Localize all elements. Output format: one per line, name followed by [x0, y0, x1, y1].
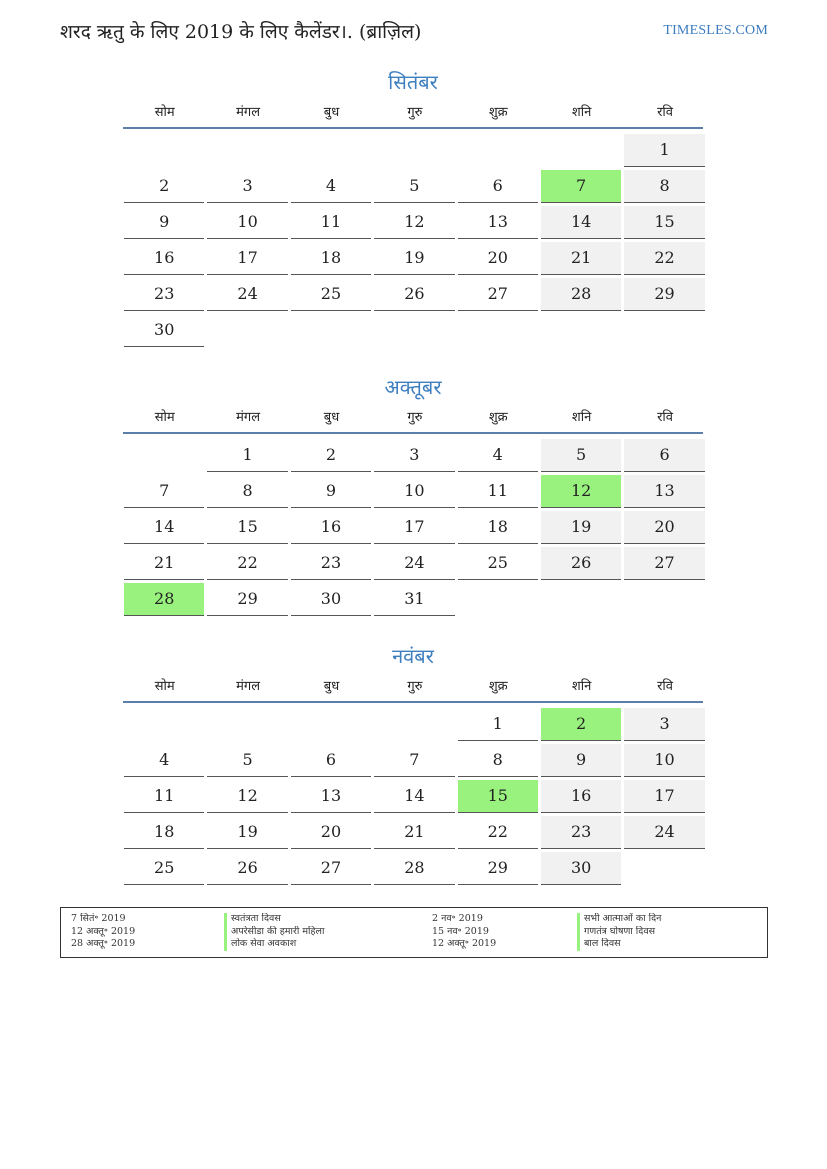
- legend-date: 12 अक्तू॰ 2019: [71, 925, 136, 937]
- day-cell: 11: [291, 206, 371, 239]
- day-cell: 18: [458, 511, 538, 544]
- day-cell: 29: [458, 852, 538, 885]
- month-title: सितंबर: [388, 70, 438, 94]
- site-link[interactable]: TIMESLES.COM: [663, 23, 768, 38]
- weekday-label: रवि: [657, 105, 673, 120]
- day-cell: 15: [207, 511, 287, 544]
- day-cell: 25: [291, 278, 371, 311]
- weekday-label: शुक्र: [488, 410, 508, 425]
- day-cell: 9: [291, 475, 371, 508]
- holiday-day-cell: 15: [458, 780, 538, 813]
- month-september: [123, 66, 703, 350]
- days-grid: [123, 134, 703, 350]
- legend-date: 12 अक्तू॰ 2019: [432, 938, 497, 949]
- day-cell: 18: [291, 242, 371, 275]
- month-title: नवंबर: [392, 644, 434, 668]
- holiday-day-cell: 12: [541, 475, 621, 508]
- day-cell: 11: [124, 780, 204, 813]
- empty-cell: [207, 134, 287, 167]
- empty-cell: [124, 439, 204, 472]
- day-cell: 6: [624, 439, 704, 472]
- day-cell: 26: [374, 278, 454, 311]
- weekday-label: सोम: [154, 105, 175, 120]
- day-cell: 6: [291, 744, 371, 777]
- days-grid: [123, 439, 703, 619]
- day-cell: 10: [624, 744, 704, 777]
- day-cell: 27: [458, 278, 538, 311]
- day-cell: 13: [624, 475, 704, 508]
- empty-cell: [458, 134, 538, 167]
- day-cell: 19: [207, 816, 287, 849]
- month-title: अक्तूबर: [384, 375, 442, 399]
- legend-row: [71, 913, 757, 926]
- day-cell: 2: [124, 170, 204, 203]
- day-cell: 16: [541, 780, 621, 813]
- weekday-header: [123, 676, 703, 703]
- day-cell: 24: [374, 547, 454, 580]
- day-cell: 8: [624, 170, 704, 203]
- legend-date: 28 अक्तू॰ 2019: [71, 938, 136, 949]
- weekday-label: मंगल: [236, 105, 261, 120]
- day-cell: 19: [374, 242, 454, 275]
- day-cell: 12: [374, 206, 454, 239]
- weekday-header: [123, 102, 703, 129]
- legend-row: [71, 926, 757, 939]
- month-november: [123, 640, 703, 888]
- weekday-label: गुरु: [407, 410, 423, 425]
- weekday-label: बुध: [323, 679, 340, 694]
- day-cell: 18: [124, 816, 204, 849]
- day-cell: 29: [624, 278, 704, 311]
- day-cell: 28: [374, 852, 454, 885]
- day-cell: 13: [458, 206, 538, 239]
- day-cell: 8: [207, 475, 287, 508]
- day-cell: 16: [291, 511, 371, 544]
- day-cell: 10: [207, 206, 287, 239]
- day-cell: 24: [624, 816, 704, 849]
- day-cell: 31: [374, 583, 454, 616]
- weekday-label: गुरु: [407, 679, 423, 694]
- empty-cell: [124, 134, 204, 167]
- legend-holiday-name: स्वतंत्रता दिवस: [224, 913, 432, 926]
- day-cell: 22: [458, 816, 538, 849]
- day-cell: 25: [124, 852, 204, 885]
- day-cell: 6: [458, 170, 538, 203]
- day-cell: 29: [207, 583, 287, 616]
- day-cell: 2: [291, 439, 371, 472]
- empty-cell: [291, 134, 371, 167]
- day-cell: 17: [207, 242, 287, 275]
- day-cell: 17: [624, 780, 704, 813]
- day-cell: 19: [541, 511, 621, 544]
- day-cell: 8: [458, 744, 538, 777]
- month-october: [123, 371, 703, 619]
- day-cell: 21: [124, 547, 204, 580]
- day-cell: 10: [374, 475, 454, 508]
- day-cell: 17: [374, 511, 454, 544]
- day-cell: 15: [624, 206, 704, 239]
- weekday-label: शनि: [571, 410, 592, 425]
- day-cell: 30: [124, 314, 204, 347]
- empty-cell: [541, 134, 621, 167]
- weekday-label: बुध: [323, 105, 340, 120]
- day-cell: 22: [207, 547, 287, 580]
- day-cell: 14: [374, 780, 454, 813]
- day-cell: 13: [291, 780, 371, 813]
- day-cell: 12: [207, 780, 287, 813]
- day-cell: 4: [124, 744, 204, 777]
- day-cell: 9: [124, 206, 204, 239]
- day-cell: 7: [374, 744, 454, 777]
- day-cell: 9: [541, 744, 621, 777]
- day-cell: 3: [624, 708, 704, 741]
- weekday-label: शनि: [571, 679, 592, 694]
- day-cell: 3: [207, 170, 287, 203]
- day-cell: 26: [207, 852, 287, 885]
- holiday-legend: [60, 907, 768, 958]
- weekday-label: मंगल: [236, 410, 261, 425]
- day-cell: 7: [124, 475, 204, 508]
- days-grid: [123, 708, 703, 888]
- day-cell: 23: [291, 547, 371, 580]
- legend-date: 7 सितं॰ 2019: [71, 913, 126, 924]
- day-cell: 30: [291, 583, 371, 616]
- weekday-label: रवि: [657, 410, 673, 425]
- day-cell: 20: [624, 511, 704, 544]
- day-cell: 28: [541, 278, 621, 311]
- legend-row: [71, 938, 757, 951]
- holiday-day-cell: 28: [124, 583, 204, 616]
- day-cell: 14: [541, 206, 621, 239]
- empty-cell: [374, 134, 454, 167]
- day-cell: 5: [207, 744, 287, 777]
- day-cell: 30: [541, 852, 621, 885]
- legend-date: 2 नव॰ 2019: [432, 913, 483, 924]
- day-cell: 20: [291, 816, 371, 849]
- weekday-label: मंगल: [236, 679, 261, 694]
- legend-holiday-name: लोक सेवा अवकाश: [224, 938, 432, 951]
- day-cell: 24: [207, 278, 287, 311]
- empty-cell: [291, 708, 371, 741]
- weekday-label: शुक्र: [488, 105, 508, 120]
- empty-cell: [207, 708, 287, 741]
- day-cell: 20: [458, 242, 538, 275]
- legend-date: 15 नव॰ 2019: [432, 925, 489, 937]
- holiday-day-cell: 7: [541, 170, 621, 203]
- day-cell: 23: [541, 816, 621, 849]
- holiday-day-cell: 2: [541, 708, 621, 741]
- day-cell: 16: [124, 242, 204, 275]
- page-title: शरद ऋतु के लिए 2019 के लिए कैलेंडर।. (ब्राज़िल): [60, 21, 422, 43]
- day-cell: 1: [458, 708, 538, 741]
- day-cell: 27: [291, 852, 371, 885]
- day-cell: 26: [541, 547, 621, 580]
- day-cell: 1: [207, 439, 287, 472]
- day-cell: 22: [624, 242, 704, 275]
- day-cell: 21: [374, 816, 454, 849]
- day-cell: 4: [458, 439, 538, 472]
- weekday-label: शुक्र: [488, 679, 508, 694]
- day-cell: 27: [624, 547, 704, 580]
- day-cell: 23: [124, 278, 204, 311]
- day-cell: 5: [541, 439, 621, 472]
- empty-cell: [374, 708, 454, 741]
- day-cell: 21: [541, 242, 621, 275]
- weekday-label: सोम: [154, 679, 175, 694]
- weekday-label: गुरु: [407, 105, 423, 120]
- day-cell: 1: [624, 134, 704, 167]
- day-cell: 3: [374, 439, 454, 472]
- day-cell: 5: [374, 170, 454, 203]
- legend-holiday-name: सभी आत्माओं का दिन: [577, 913, 757, 926]
- day-cell: 4: [291, 170, 371, 203]
- legend-holiday-name: बाल दिवस: [577, 938, 757, 951]
- day-cell: 11: [458, 475, 538, 508]
- weekday-label: रवि: [657, 679, 673, 694]
- day-cell: 14: [124, 511, 204, 544]
- day-cell: 25: [458, 547, 538, 580]
- weekday-label: शनि: [571, 105, 592, 120]
- empty-cell: [124, 708, 204, 741]
- weekday-label: बुध: [323, 410, 340, 425]
- legend-holiday-name: गणतंत्र घोषणा दिवस: [577, 926, 757, 939]
- legend-holiday-name: अपरेसीडा की हमारी महिला: [224, 926, 432, 939]
- weekday-label: सोम: [154, 410, 175, 425]
- weekday-header: [123, 407, 703, 434]
